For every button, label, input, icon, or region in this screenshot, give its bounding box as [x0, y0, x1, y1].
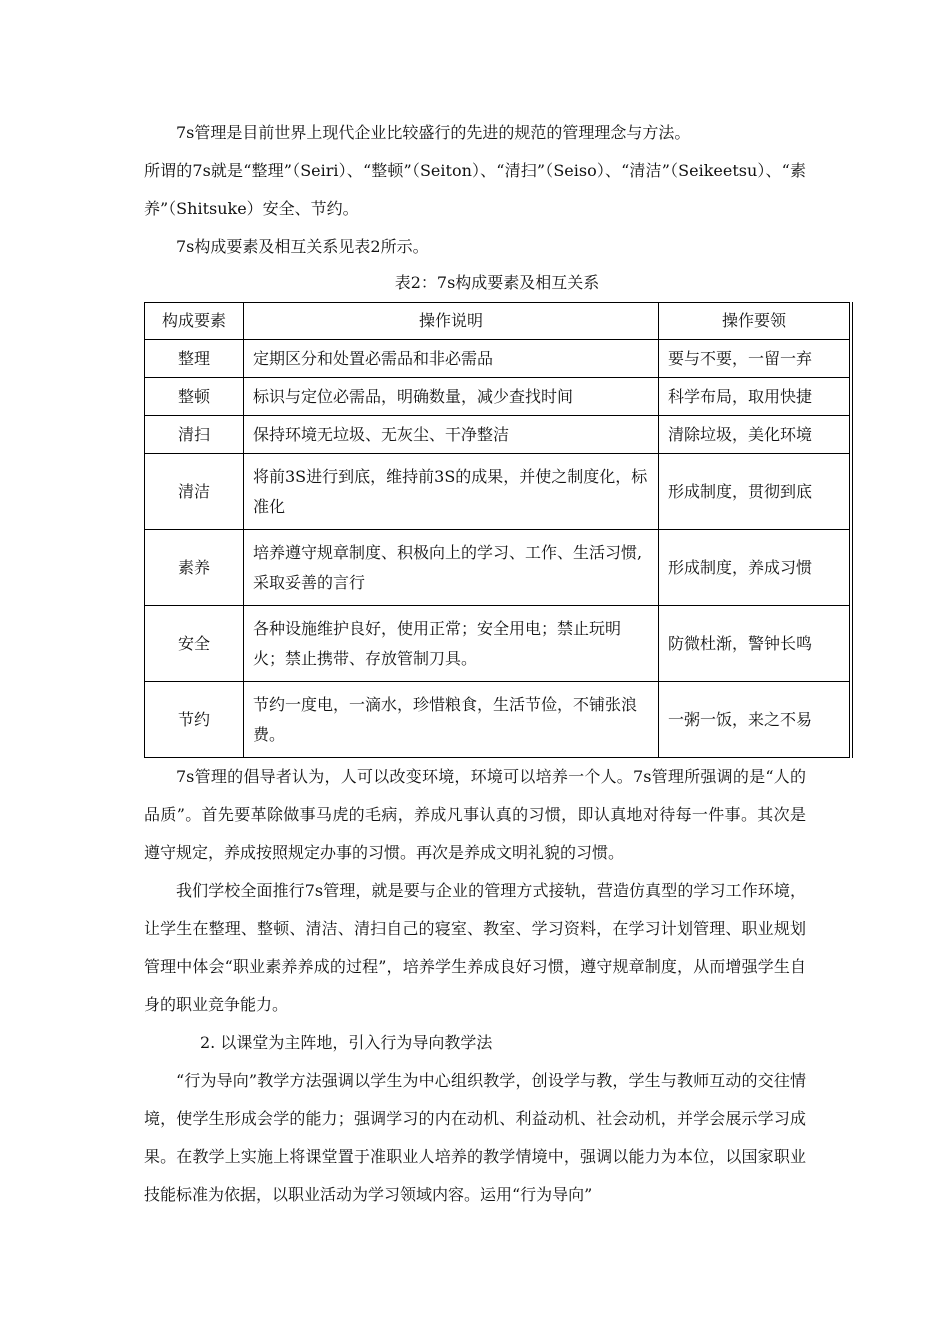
- 7s-table: [144, 302, 850, 758]
- header-element: 构成要素: [145, 303, 244, 340]
- table-caption: 表2：7s构成要素及相互关系: [394, 273, 600, 292]
- table-row: [145, 454, 850, 530]
- cell-description: 各种设施维护良好，使用正常；安全用电；禁止玩明火；禁止携带、存放管制刀具。: [244, 606, 659, 682]
- cell-key-points: 科学布局，取用快捷: [659, 378, 850, 416]
- intro-paragraph-1: 7s管理是目前世界上现代企业比较盛行的先进的规范的管理理念与方法。: [176, 123, 691, 142]
- section-heading-2: 2. 以课堂为主阵地，引入行为导向教学法: [200, 1033, 493, 1052]
- table-header-row: [145, 303, 850, 340]
- cell-description: 定期区分和处置必需品和非必需品: [244, 340, 659, 378]
- intro-paragraph-3: 7s构成要素及相互关系见表2所示。: [176, 237, 429, 256]
- table-double-border: [852, 302, 853, 758]
- body-paragraph-3: “行为导向”教学方法强调以学生为中心组织教学，创设学与教，学生与教师互动的交往情境，使学生形成会学的能力；强调学习的内在动机、利益动机、社会动机，并学会展示学习成果。在教学上实施上将课堂置于准职业人培养的教学情境中，强调以能力为本位，以国家职业技能标准为依据，以职业活动为学习领域内容。运用“行为导向”: [144, 1071, 806, 1204]
- cell-key-points: 一粥一饭，来之不易: [659, 682, 850, 758]
- body-paragraph-2: 我们学校全面推行7s管理，就是要与企业的管理方式接轨，营造仿真型的学习工作环境，让学生在整理、整顿、清洁、清扫自己的寝室、教室、学习资料，在学习计划管理、职业规划管理中体会“职业素养养成的过程”，培养学生养成良好习惯，遵守规章制度，从而增强学生自身的职业竞争能力。: [144, 881, 806, 1014]
- cell-description: 标识与定位必需品，明确数量，减少查找时间: [244, 378, 659, 416]
- cell-description: 保持环境无垃圾、无灰尘、干净整洁: [244, 416, 659, 454]
- table-row: [145, 340, 850, 378]
- cell-key-points: 要与不要，一留一弃: [659, 340, 850, 378]
- header-key-points: 操作要领: [659, 303, 850, 340]
- cell-element: 节约: [145, 682, 244, 758]
- table-row: [145, 530, 850, 606]
- intro-paragraph-2: 所谓的7s就是“整理”（Seiri）、“整顿”（Seiton）、“清扫”（Seiso）、“清洁”（Seikeetsu）、“素养”（Shitsuke）安全、节约。: [144, 161, 806, 218]
- cell-key-points: 形成制度，养成习惯: [659, 530, 850, 606]
- cell-description: 将前3S进行到底，维持前3S的成果，并使之制度化，标准化: [244, 454, 659, 530]
- header-description: 操作说明: [244, 303, 659, 340]
- table-row: [145, 606, 850, 682]
- cell-element: 清洁: [145, 454, 244, 530]
- table-row: [145, 682, 850, 758]
- body-paragraph-1: 7s管理的倡导者认为，人可以改变环境，环境可以培养一个人。7s管理所强调的是“人的品质”。首先要革除做事马虎的毛病，养成凡事认真的习惯，即认真地对待每一件事。其次是遵守规定，养成按照规定办事的习惯。再次是养成文明礼貌的习惯。: [144, 767, 806, 862]
- cell-key-points: 形成制度，贯彻到底: [659, 454, 850, 530]
- cell-description: 培养遵守规章制度、积极向上的学习、工作、生活习惯,采取妥善的言行: [244, 530, 659, 606]
- table-row: [145, 416, 850, 454]
- cell-element: 安全: [145, 606, 244, 682]
- cell-description: 节约一度电，一滴水，珍惜粮食，生活节俭，不铺张浪费。: [244, 682, 659, 758]
- cell-element: 清扫: [145, 416, 244, 454]
- cell-key-points: 防微杜渐，警钟长鸣: [659, 606, 850, 682]
- cell-key-points: 清除垃圾，美化环境: [659, 416, 850, 454]
- cell-element: 素养: [145, 530, 244, 606]
- table-row: [145, 378, 850, 416]
- cell-element: 整理: [145, 340, 244, 378]
- cell-element: 整顿: [145, 378, 244, 416]
